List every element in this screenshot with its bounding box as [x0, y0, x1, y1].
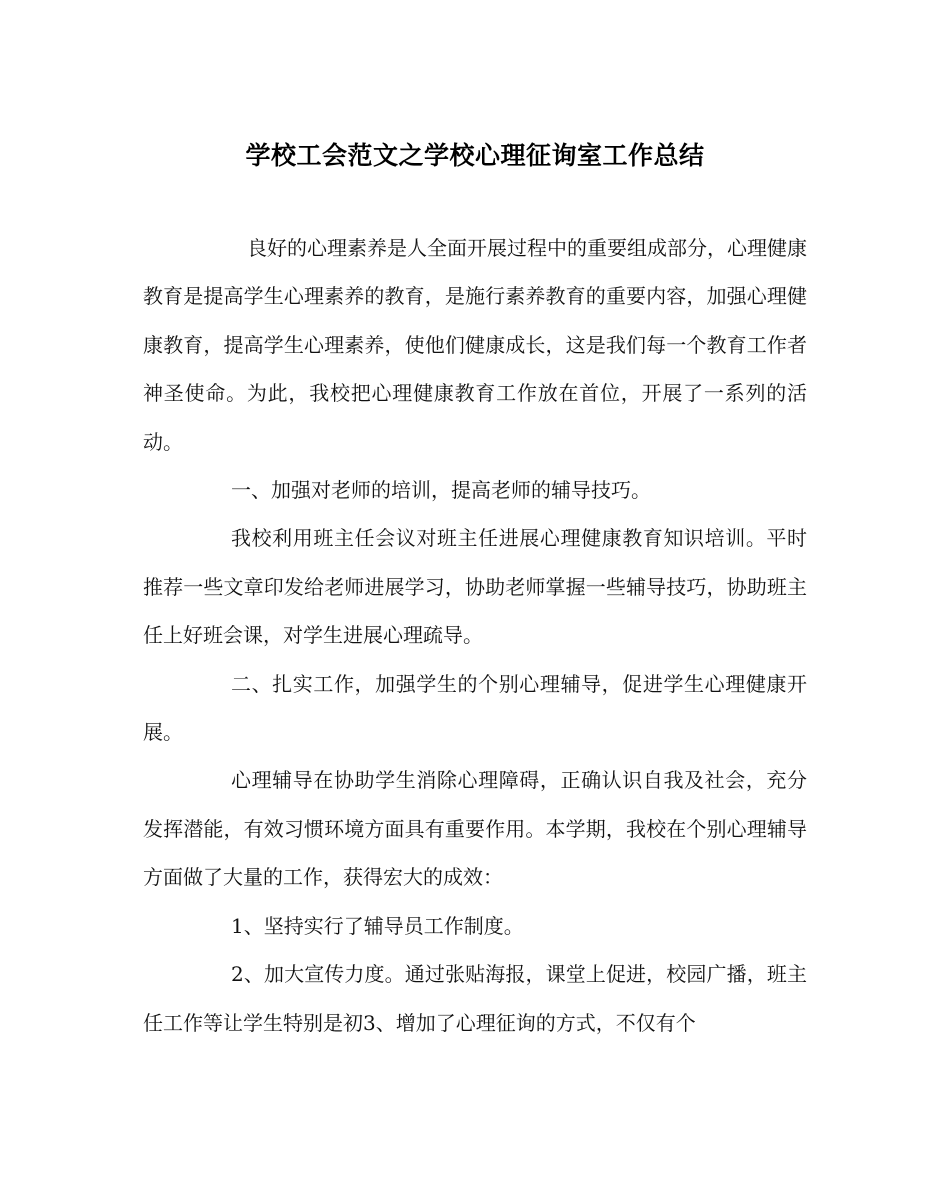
paragraph-intro: 良好的心理素养是人全面开展过程中的重要组成部分，心理健康教育是提高学生心理素养的教育，是施行素养教育的重要内容，加强心理健康教育，提高学生心理素养，使他们健康成长，这是我们每一个教育工作者神圣使命。为此，我校把心理健康教育工作放在首位，开展了一系列的活动。	[143, 236, 807, 454]
list-item-publicity: 2、加大宣传力度。通过张贴海报，课堂上促进，校园广播，班主任工作等让学生特别是初3、增加了心理征询的方式，不仅有个	[143, 962, 807, 1035]
paragraph-teacher-training: 我校利用班主任会议对班主任进展心理健康教育知识培训。平时推荐一些文章印发给老师进展学习，协助老师掌握一些辅导技巧，协助班主任上好班会课，对学生进展心理疏导。	[143, 526, 807, 648]
section-heading-individual-counseling: 二、扎实工作，加强学生的个别心理辅导，促进学生心理健康开展。	[143, 671, 807, 745]
document-title: 学校工会范文之学校心理征询室工作总结	[245, 141, 705, 170]
paragraph-individual-counseling: 心理辅导在协助学生消除心理障碍，正确认识自我及社会，充分发挥潜能，有效习惯环境方面具有重要作用。本学期，我校在个别心理辅导方面做了大量的工作，获得宏大的成效：	[143, 768, 807, 890]
document-body	[143, 224, 807, 1047]
list-item-counselor-system: 1、坚持实行了辅导员工作制度。	[231, 913, 524, 938]
section-heading-teacher-training: 一、加强对老师的培训，提高老师的辅导技巧。	[231, 478, 651, 503]
